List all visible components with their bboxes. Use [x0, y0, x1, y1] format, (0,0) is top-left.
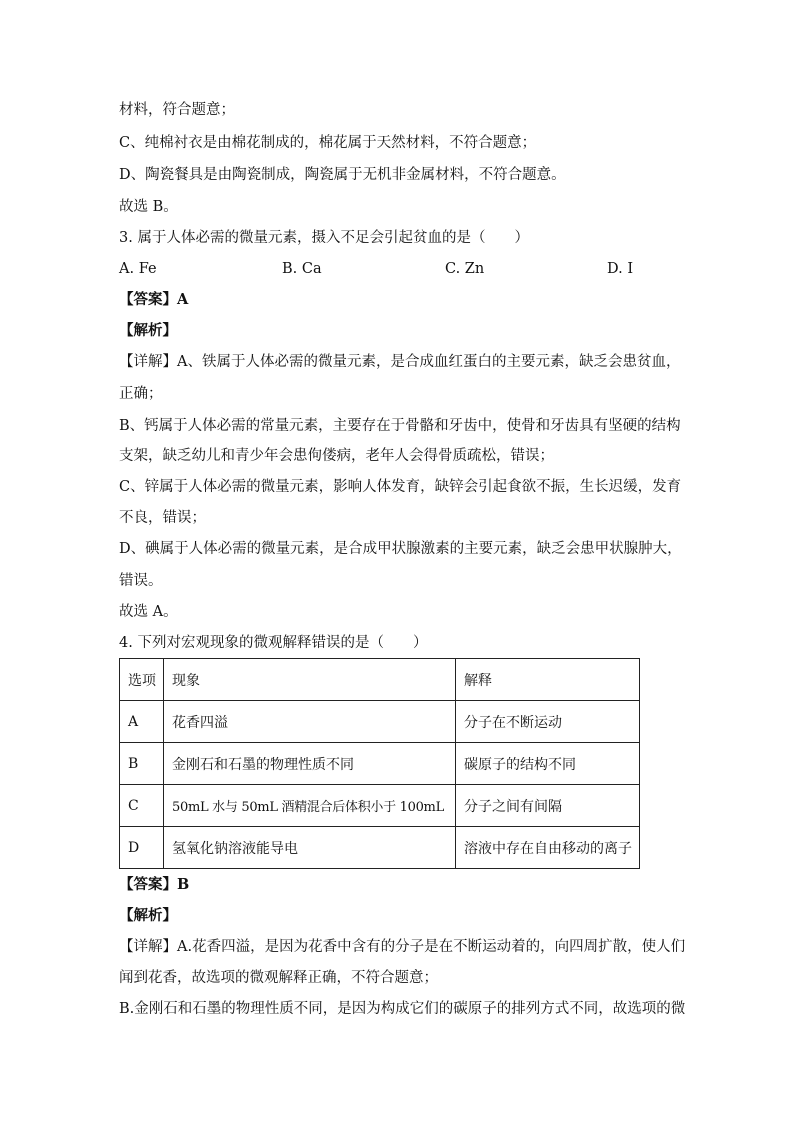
q3-options — [119, 259, 639, 279]
table-row — [120, 785, 640, 827]
table-row — [120, 743, 640, 785]
table-cell: D — [120, 827, 164, 869]
table-cell: 溶液中存在自由移动的离子 — [456, 827, 640, 869]
q3-answer: 【答案】A — [119, 291, 189, 308]
table-cell: 金刚石和石墨的物理性质不同 — [164, 743, 456, 785]
header-cell-phenomenon: 现象 — [164, 659, 456, 701]
q4-answer: 【答案】B — [119, 876, 190, 893]
text-line: C、纯棉衬衣是由棉花制成的，棉花属于天然材料，不符合题意； — [119, 135, 537, 151]
table-cell: 花香四溢 — [164, 701, 456, 743]
table-header-row — [120, 659, 640, 701]
q3-option-a: A. Fe — [119, 261, 157, 277]
table-cell: 分子之间有间隔 — [456, 785, 640, 827]
q3-detail-line: 支架，缺乏幼儿和青少年会患佝偻病，老年人会得骨质疏松，错误； — [119, 448, 554, 464]
header-cell-explanation: 解释 — [456, 659, 640, 701]
table-cell: C — [120, 785, 164, 827]
q3-option-b: B. Ca — [282, 261, 322, 277]
table-cell: A — [120, 701, 164, 743]
q4-detail-line: 闻到花香，故选项的微观解释正确，不符合题意； — [119, 970, 438, 986]
table-row — [120, 701, 640, 743]
text-line: 故选 B。 — [119, 199, 178, 215]
q3-detail-line: 正确； — [119, 386, 163, 402]
q3-option-c: C. Zn — [445, 261, 485, 277]
text-line: D、陶瓷餐具是由陶瓷制成，陶瓷属于无机非金属材料，不符合题意。 — [119, 167, 566, 183]
q3-detail-line: B、钙属于人体必需的常量元素，主要存在于骨骼和牙齿中，使骨和牙齿具有坚硬的结构 — [119, 418, 681, 434]
table-cell: 分子在不断运动 — [456, 701, 640, 743]
text-line: 材料，符合题意； — [119, 102, 235, 118]
q4-detail-line: 【详解】A.花香四溢，是因为花香中含有的分子是在不断运动着的，向四周扩散，使人们 — [119, 939, 686, 955]
q3-detail-line: 不良，错误； — [119, 510, 206, 526]
q4-table — [119, 658, 640, 869]
q3-analysis-heading: 【解析】 — [119, 322, 177, 339]
q4-detail-line: B.金刚石和石墨的物理性质不同，是因为构成它们的碳原子的排列方式不同，故选项的微 — [119, 1001, 686, 1017]
header-cell-option: 选项 — [120, 659, 164, 701]
table-cell: 氢氧化钠溶液能导电 — [164, 827, 456, 869]
table-cell: 碳原子的结构不同 — [456, 743, 640, 785]
table-cell: B — [120, 743, 164, 785]
table-cell: 50mL 水与 50mL 酒精混合后体积小于 100mL — [164, 785, 456, 827]
question-4: 4. 下列对宏观现象的微观解释错误的是（ ） — [119, 635, 428, 651]
q3-detail-line: 故选 A。 — [119, 604, 178, 620]
q4-analysis-heading: 【解析】 — [119, 907, 177, 924]
q3-detail-line: 错误。 — [119, 573, 163, 589]
q3-detail-line: C、锌属于人体必需的微量元素，影响人体发育，缺锌会引起食欲不振，生长迟缓，发育 — [119, 479, 682, 495]
question-3: 3. 属于人体必需的微量元素，摄入不足会引起贫血的是（ ） — [119, 230, 529, 246]
q3-detail-line: 【详解】A、铁属于人体必需的微量元素，是合成血红蛋白的主要元素，缺乏会患贫血， — [119, 354, 681, 370]
table-row — [120, 827, 640, 869]
q3-detail-line: D、碘属于人体必需的微量元素，是合成甲状腺激素的主要元素，缺乏会患甲状腺肿大， — [119, 541, 682, 557]
q3-option-d: D. I — [607, 261, 634, 277]
